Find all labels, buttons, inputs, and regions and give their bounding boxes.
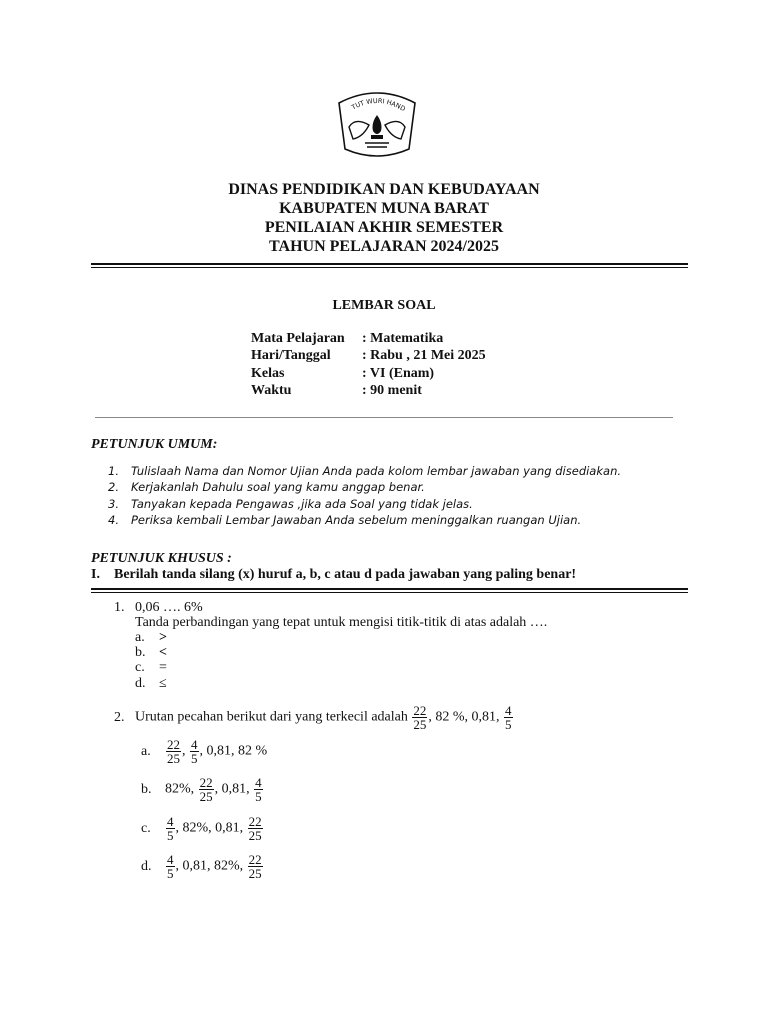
option-d: d. $\frac{4}{5}$ , 0,81, 82%, $\frac{22}{25}$: [141, 852, 262, 881]
question-text: Urutan pecahan berikut dari yang terkecil adalah: [135, 709, 408, 725]
header-divider-top: [91, 263, 688, 265]
special-instructions-heading: PETUNJUK KHUSUS :: [91, 551, 232, 566]
info-row-subject: [251, 330, 443, 347]
question-number: 1.: [114, 600, 125, 615]
info-label: Mata Pelajaran: [251, 331, 345, 346]
question-text: Tanda perbandingan yang tepat untuk mengisi titik-titik di atas adalah ….: [135, 615, 548, 630]
special-instruction: [91, 567, 576, 583]
general-item: 2. Kerjakanlah Dahulu soal yang kamu anggap benar.: [108, 480, 425, 494]
svg-text:TUT WURI HANDAYANI: [329, 87, 407, 113]
roman-numeral: I.: [91, 567, 100, 582]
question-1: [114, 600, 203, 616]
option-b: b. <: [135, 645, 167, 660]
fraction: $\frac{4}{5}$: [167, 852, 174, 881]
header-divider-bottom: [91, 267, 688, 268]
fraction: $\frac{4}{5}$: [191, 737, 198, 766]
info-row-date: [251, 347, 486, 364]
general-item: 4. Periksa kembali Lembar Jawaban Anda sebelum meninggalkan ruangan Ujian.: [108, 513, 582, 527]
header-line-1: DINAS PENDIDIKAN DAN KEBUDAYAAN: [228, 181, 540, 198]
fraction: $\frac{4}{5}$: [167, 814, 174, 843]
fraction: $\frac{22}{25}$: [199, 775, 213, 804]
option-c: c. $\frac{4}{5}$ , 82%, 0,81, $\frac{22}{25}$: [141, 814, 262, 843]
option-b: b. 82%, $\frac{22}{25}$ , 0,81, $\frac{4}{5}$: [141, 775, 262, 804]
header-line-3: PENILAIAN AKHIR SEMESTER: [264, 219, 504, 236]
header-line-4: TAHUN PELAJARAN 2024/2025: [269, 238, 499, 255]
info-label: Kelas: [251, 366, 285, 381]
general-item: 3. Tanyakan kepada Pengawas ,jika ada Soal yang tidak jelas.: [108, 497, 473, 511]
instruction-text: Berilah tanda silang (x) huruf a, b, c atau d pada jawaban yang paling benar!: [114, 567, 577, 582]
fraction: $\frac{22}{25}$: [248, 852, 262, 881]
logo-motto: TUT WURI HAND: [350, 96, 407, 114]
info-value: : Rabu , 21 Mei 2025: [362, 348, 486, 363]
header-line-2: KABUPATEN MUNA BARAT: [279, 200, 489, 217]
fraction: $\frac{22}{25}$: [248, 814, 262, 843]
question-2: 2. Urutan pecahan berikut dari yang terkecil adalah $\frac{22}{25}$ , 82 %, 0,81, $\frac{4}{5}$: [114, 703, 512, 732]
question-stem: 0,06 …. 6%: [135, 600, 203, 615]
info-label: Waktu: [251, 383, 292, 398]
question-number: 2.: [114, 709, 125, 725]
info-value: : 90 menit: [362, 383, 422, 398]
general-instructions-heading: PETUNJUK UMUM:: [91, 437, 218, 452]
general-item: 1. Tulislaah Nama dan Nomor Ujian Anda pada kolom lembar jawaban yang disediakan.: [108, 464, 622, 478]
option-d: d. ≤: [135, 676, 167, 691]
fraction: $\frac{22}{25}$: [413, 703, 427, 732]
fraction: $\frac{4}{5}$: [255, 775, 262, 804]
doc-title: LEMBAR SOAL: [332, 298, 436, 313]
info-row-time: [251, 382, 422, 399]
info-label: Hari/Tanggal: [251, 348, 331, 363]
fraction: $\frac{22}{25}$: [167, 737, 180, 766]
option-a: a. >: [135, 630, 167, 645]
info-value: : VI (Enam): [362, 366, 435, 381]
fraction: $\frac{4}{5}$: [505, 703, 512, 732]
option-c: c. =: [135, 660, 167, 675]
instruction-divider-bottom: [91, 592, 688, 593]
instruction-divider-top: [91, 588, 688, 590]
info-value: : Matematika: [362, 331, 444, 346]
info-divider: [95, 417, 673, 418]
tut-wuri-handayani-logo: [329, 87, 425, 161]
info-row-class: [251, 365, 434, 382]
option-a: a. $\frac{22}{25}$ , $\frac{4}{5}$ , 0,81, 82 %: [141, 737, 268, 766]
